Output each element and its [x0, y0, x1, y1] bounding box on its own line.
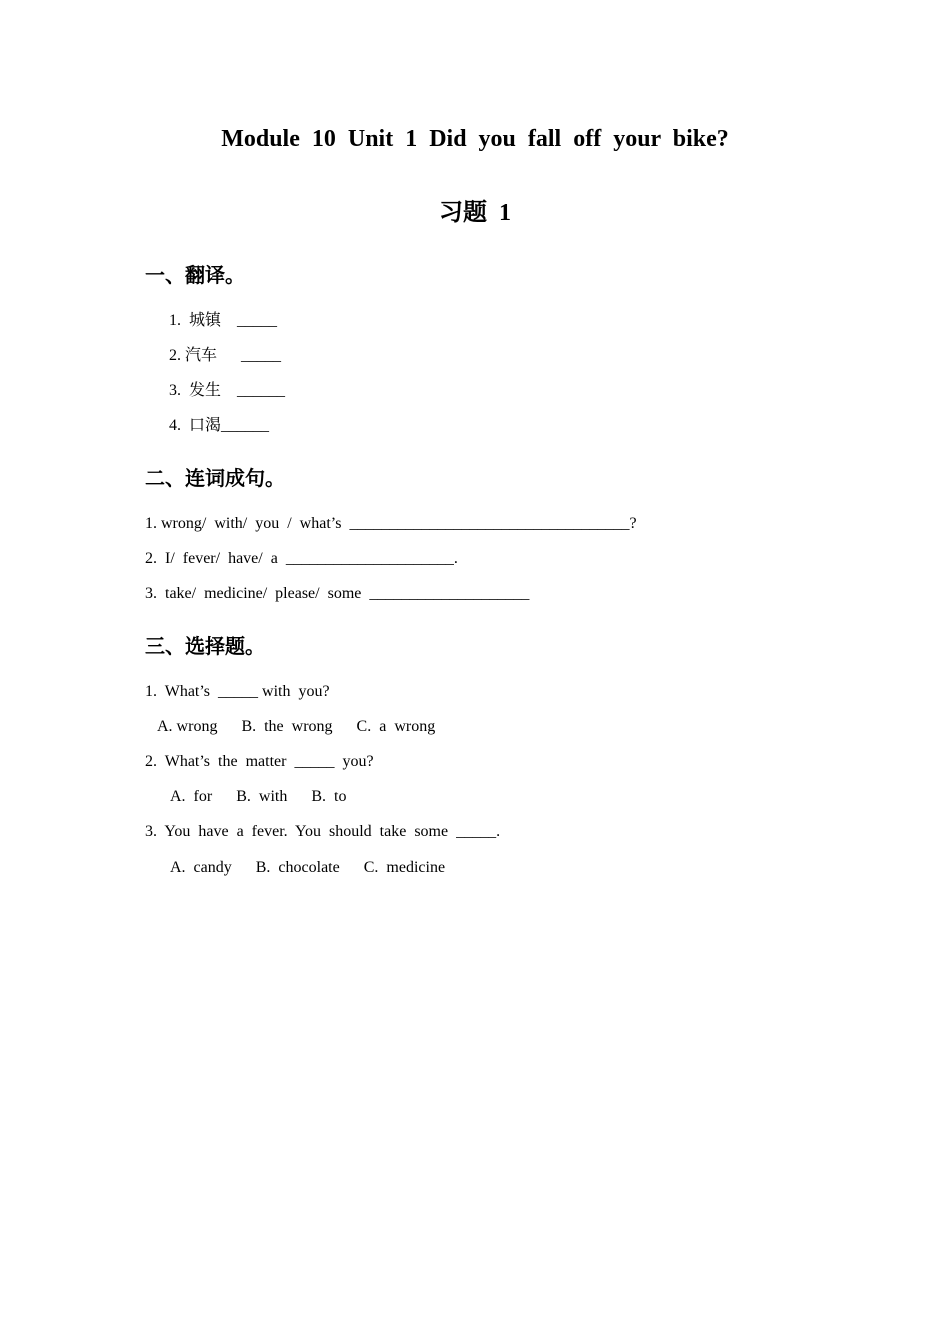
choice-question-2: 2. What’s the matter _____ you?: [145, 753, 374, 770]
choice-options-2: A. for B. with B. to: [170, 788, 347, 805]
translation-item-2: 2. 汽车 _____: [169, 347, 282, 364]
choice-question-1: 1. What’s _____ with you?: [145, 683, 330, 700]
choice-options-1: A. wrong B. the wrong C. a wrong: [157, 718, 436, 735]
choice-question-3: 3. You have a fever. You should take some _____.: [145, 823, 501, 840]
sentence-item-2: 2. I/ fever/ have/ a _____________________.: [145, 550, 458, 567]
page-subtitle: 习题 1: [439, 200, 511, 226]
section-heading-choice: 三、选择题。: [145, 634, 265, 658]
translation-item-4: 4. 口渴______: [169, 417, 270, 434]
translation-item-1: 1. 城镇 _____: [169, 312, 278, 329]
sentence-item-3: 3. take/ medicine/ please/ some ____________________: [145, 585, 530, 602]
section-heading-sentences: 二、连词成句。: [145, 466, 285, 490]
section-heading-translation: 一、翻译。: [145, 263, 245, 287]
page-title: Module 10 Unit 1 Did you fall off your bike?: [221, 126, 729, 152]
translation-item-3: 3. 发生 ______: [169, 382, 286, 399]
choice-options-3: A. candy B. chocolate C. medicine: [170, 859, 446, 876]
sentence-item-1: 1. wrong/ with/ you / what’s ___________________________________?: [145, 515, 637, 532]
